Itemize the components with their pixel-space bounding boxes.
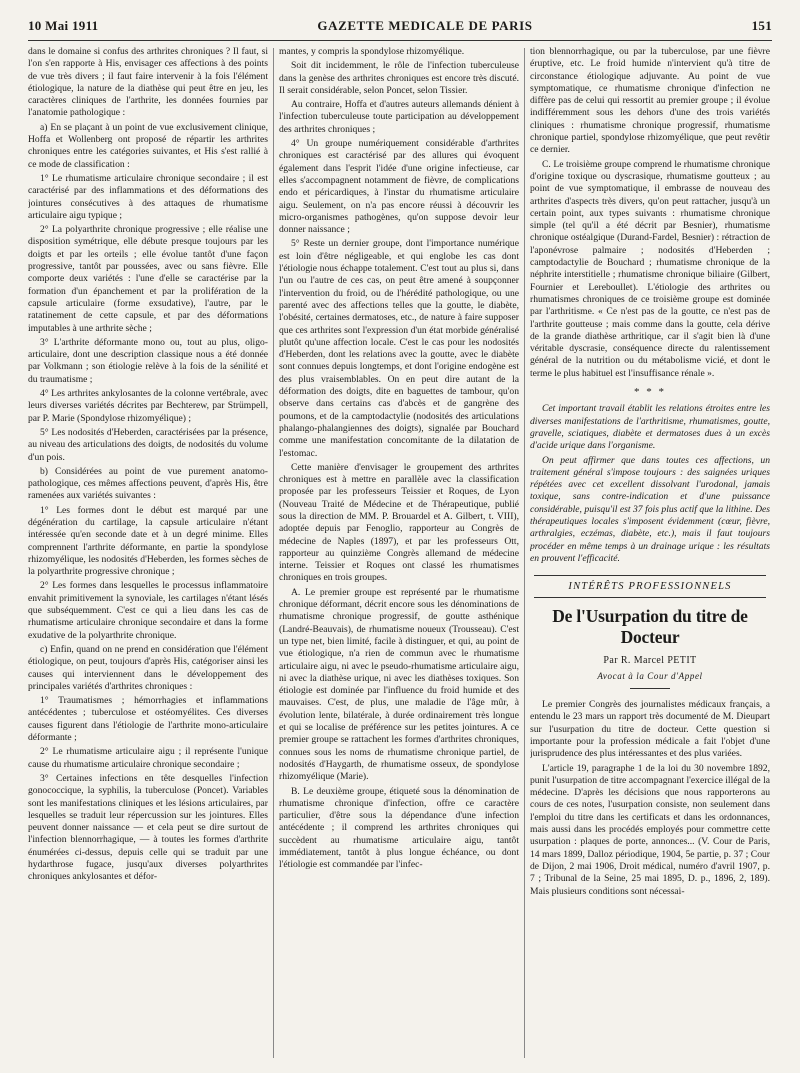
paragraph: Le premier Congrès des journalistes médicaux français, a entendu le 23 mars un rapport très documenté de M. Dieupart sur l'usurpation du titre de docteur. Cette question si importante pour la profession médicale a fait l'objet d'une jurisprudence des plus intéressantes et des plus variées. (530, 699, 770, 760)
paragraph: 3° Certaines infections en tête desquelles l'infection gonococcique, la syphilis, la tuberculose (Poncet). Variables sont les manifestations cliniques et les lésions articulaires, par lesquelles se traduit leur répercussion sur les jointures. Elles peuvent donner naissance — et cela peut se dire surtout de l'infection blennorrhagique, — à toutes les formes d'arthrite énumérées ci-dessus, depuis celle qui se traduit par une hydarthrose fugace, jusqu'aux diverses polyarthrites chroniques ankylosantes et défor- (28, 772, 268, 883)
article-byline: Par R. Marcel PETIT (603, 655, 697, 667)
paragraph: 2° Les formes dans lesquelles le processus inflammatoire envahit primitivement la synoviale, les cartilages n'étant lésés que subséquemment. C'est ce qui a lieu dans les cas de rhumatisme articulaire chronique secondaire et dans la forme exudative de la polyarthrite chronique. (28, 580, 268, 641)
page-header (28, 18, 772, 40)
paragraph: Soit dit incidemment, le rôle de l'infection tuberculeuse dans la genèse des arthrites chroniques est encore très discuté. Il serait considérable, selon Poncet, selon Tissier. (279, 60, 519, 96)
paragraph: Cette manière d'envisager le groupement des arthrites chroniques est à mettre en parallèle avec la classification proposée par les professeurs Teissier et Roques, de Lyon (Nouveau Traité de Médecine et de Thérapeutique, publié sous la direction de MM. P. Brouardel et A. Gilbert, t. VIII), adoptée depuis par Fenoglio, rapporteur au Congrès de médecine de Naples (1897), et par les professeurs Ott, rapporteur au quinzième Congrès allemand de médecine interne. Teissier et Roques ont classé les rhumatismes chroniques en trois groupes. (279, 461, 519, 584)
paragraph: 1° Le rhumatisme articulaire chronique secondaire ; il est caractérisé par des inflammations et des déformations des jointures consécutives à des attaques de rhumatisme articulaire aigu typique ; (28, 172, 268, 221)
paragraph: 1° Les formes dont le début est marqué par une dégénération du cartilage, la capsule articulaire n'étant intéressée qu'en seconde date et à un degré minime. Elles comprennent l'arthrite déformante, en partie la spondylose rhizomyélique, les nodosités d'Heberden, les formes sèches de la polyarthrite progressive chronique ; (28, 504, 268, 578)
section-rule (534, 575, 766, 576)
italic-paragraph: Cet important travail établit les relations étroites entre les diverses manifestations de l'arthritisme, rhumatismes, goutte, gravelle, sciatiques, diabète et dermatoses dues à un excès d'acide urique dans l'organisme. (530, 403, 770, 452)
paragraph: 3° L'arthrite déformante mono ou, tout au plus, oligo-articulaire, dont une description classique nous a été donnée par Volkmann ; son étiologie relève à la fois de la sénilité et du traumatisme ; (28, 336, 268, 385)
paragraph: mantes, y compris la spondylose rhizomyélique. (279, 46, 465, 57)
paragraph: b) Considérées au point de vue purement anatomo-pathologique, ces mêmes affections peuvent, d'après His, être ramenées aux variétés suivantes : (28, 465, 268, 502)
issue-date: 10 Mai 1911 (28, 18, 99, 33)
section-rule (534, 597, 766, 598)
title-divider (630, 688, 670, 689)
paragraph: L'article 19, paragraphe 1 de la loi du 30 novembre 1892, punit l'usurpation de titre accompagnant l'exercice illégal de la médecine. D'après les décisions que nous rapporterons au cours de ces notes, l'usurpation consiste, non seulement dans l'emploi du titre dans les certificats et dans les ordonnances, mais aussi dans les procédés employés pour commettre cette usurpation : plaques de porte, annonces... (V. Cour de Paris, 14 mars 1899, Dalloz périodique, 1904, 5e partie, p. 37 ; Cour de Dijon, 2 mai 1906, Droit médical, numéro d'avril 1907, p. 7 ; Tribunal de la Seine, 25 mai 1895, D. p., 1896, 2, 189). Mais plusieurs conditions sont nécessai- (530, 762, 770, 897)
paragraph: A. Le premier groupe est représenté par le rhumatisme chronique déformant, décrit encore sous les dénominations de rhumatisme chronique progressif, de goutte asthénique (Landré-Beauvais), de rhumatisme noueux (Trousseau). C'est un type net, bien limité, facile à distinguer, et qui, au point de vue étiologique, n'a rien de commun avec le rhumatisme articulaire aigu, ni avec le pseudo-rhumatisme articulaire aigu, ni avec la diathèse urique, ni avec les diathèses toxiques. Son étiologie est dominée par l'influence du froid humide et des mauvaises. C'est, de plus, une maladie de l'âge mûr, à évolution lente, bilatérale, à durée ordinairement très longue et qui se localise de préférence sur les petites jointures. A ce premier groupe se rattachent les formes d'arthrites chroniques, connues sous les noms de rhumatisme chronique partiel, de nodosités d'Haygarth, de rhumatisme osseux, de spondylose rhizomyélique (Marie). (279, 586, 519, 783)
article-title: De l'Usurpation du titre de Docteur (552, 606, 748, 648)
paragraph: a) En se plaçant à un point de vue exclusivement clinique, Hoffa et Wollenberg ont proposé de répartir les arthrites chroniques entre les catégories suivantes, et His s'est rallié à ce mode de classification : (28, 121, 268, 170)
italic-paragraph: On peut affirmer que dans toutes ces affections, un traitement général s'impose toujours : des saignées uriques répétées avec cet excellent dissolvant l'urodonal, jamais toxique, sans contre-indication et d'une puissance considérable, puisqu'il est 37 fois plus actif que la lithine. Des thérapeutiques locales s'imposent évidemment (cœur, fièvre, arthralgies, eczémas, diabète, etc.), mais il faut toujours procéder en même temps à un drainage urique : les résultats en prouvent l'efficacité. (530, 454, 770, 564)
paragraph: 1° Traumatismes ; hémorrhagies et inflammations antécédentes ; tuberculose et ostéomyélites. Ces diverses causes figurent dans l'étiologie de l'arthrite mono-articulaire déformante ; (28, 695, 268, 744)
paragraph: B. Le deuxième groupe, étiqueté sous la dénomination de rhumatisme chronique d'infection, offre ce caractère particulier, d'être sous la dépendance d'une infection antécédente ; il comprend les arthrites chroniques qui succèdent au rhumatisme articulaire aigu, tantôt immédiatement, tantôt à plus longue échéance, ou dont l'étiologie est commandée par l'infec- (279, 785, 519, 871)
paragraph: 5° Reste un dernier groupe, dont l'importance numérique est loin d'être négligeable, et qui englobe les cas dont l'étiologie nous échappe totalement. C'est tout au plus si, dans l'un ou l'autre de ces cas, on peut être amené à soupçonner l'intervention du froid, ou de l'hérédité pathologique, ou une parenté avec des affections telles que la goutte, le diabète, l'obésité, certaines dermatoses, etc., de nature à faire supposer que ces arthrites sont l'expression d'un état morbide généralisé plutôt qu'une affection locale. C'est le cas pour les nodosités d'Heberden, dont les relations avec la goutte, avec le diabète sont connues depuis longtemps, et dont l'origine endogène est des plus vraisemblables. On en peut dire autant de la déformation des doigts, dite en baguettes de tambour, qu'on observe dans certains cas d'abcès et de gangrène des poumons, et de la camptodactylie (nodosités des articulations phalango-phalangiennes des doigts), signalée par Bouchard comme une manifestation concomitante de la dilatation de l'estomac. (279, 238, 519, 459)
author-role: Avocat à la Cour d'Appel (597, 670, 703, 681)
paragraph: 4° Les arthrites ankylosantes de la colonne vertébrale, avec leurs diverses variétés décrites par Bechterew, par Strümpell, par P. Marie (Spondylose rhizomyélique) ; (28, 388, 268, 424)
paragraph: 4° Un groupe numériquement considérable d'arthrites chroniques est caractérisé par des allures qui évoquent également dans l'esprit l'idée d'une origine infectieuse, car elles s'accompagnent notamment de fièvre, de complications endo et péricardiques, à l'instar du rhumatisme articulaire aigu. Seulement, on n'a pas encore réussi à découvrir les micro-organismes pathogènes, qu'on suppose devoir leur donner naissance ; (279, 138, 519, 236)
paragraph: C. Le troisième groupe comprend le rhumatisme chronique d'origine toxique ou dyscrasique, rhumatisme goutteux ; au point de vue symptomatique, il embrasse de nouveau des arthrites d'aspects très divers, qu'on peut rattacher, jusqu'à un certain point, aux types suivants : rhumatisme chronique simple (tel qu'il a été décrit par Besnier), rhumatisme chronique ostéalgique (Durand-Fardel, Besnier) : rétraction de l'aponévrose palmaire ; nodosités d'Heberden ; camptodactylie de Bouchard ; rhumatisme chronique de la néphrite interstitielle ; rhumatisme chronique biliaire (Gilbert, Fournier et Lereboullet). L'étiologie des arthrites ou rhumatismes chroniques de ce troisième groupe est dominée par l'arthritisme. « Ce n'est pas de la goutte, ce n'est pas de l'arthrite goutteuse ; mais comme dans la goutte, cela dérive de la grande diathèse arthritique, car il s'agit bien là d'une véritable dyscrasie, conséquence directe du ralentissement général de la nutrition ou du métabolisme vicié, et dont le terme le plus habituel est l'insuffisance rénale ». (530, 158, 770, 379)
section-stars (530, 386, 770, 398)
column-3 (530, 46, 770, 1066)
column-1 (28, 46, 268, 1066)
column-separator (524, 48, 525, 1058)
column-separator (273, 48, 274, 1058)
column-2 (279, 46, 519, 1066)
paragraph: 5° Les nodosités d'Heberden, caractérisées par la présence, au niveau des articulations des doigts, de nodosités du volume d'un pois. (28, 426, 268, 463)
header-rule (28, 40, 772, 41)
stars-ornament: * * * (634, 386, 666, 399)
paragraph: 2° La polyarthrite chronique progressive ; elle réalise une disposition symétrique, elle débute presque toujours par les doigts et par les orteils ; elle évolue tantôt d'une façon progressive, tantôt par poussées, avec ou sans fièvre. Elle comporte deux variétés : l'une d'elle se caractérise par la formation d'un épanchement et par la prolifération de la capsule articulaire (forme exsudative), l'autre, par le ratatinement de cette capsule, et par des déformations imputables à une arthrite sèche ; (28, 224, 268, 334)
journal-title: GAZETTE MEDICALE DE PARIS (317, 18, 533, 33)
paragraph: Au contraire, Hoffa et d'autres auteurs allemands dénient à l'infection tuberculeuse toute participation au développement des arthrites chroniques ; (279, 99, 519, 135)
paragraph: dans le domaine si confus des arthrites chroniques ? Il faut, si l'on s'en rapporte à His, envisager ces affections à des points de vue très divers ; il faut faire intervenir à la fois l'élément étiologique, la nature de la diathèse qui peut être en jeu, les caractères cliniques de l'arthrite, les données fournies par l'anatomie pathologique : (28, 46, 268, 119)
paragraph: 2° Le rhumatisme articulaire aigu ; il représente l'unique cause du rhumatisme articulaire chronique secondaire ; (28, 746, 268, 770)
page-number: 151 (751, 18, 772, 33)
section-heading: INTÉRÊTS PROFESSIONNELS (568, 581, 732, 593)
paragraph: c) Enfin, quand on ne prend en considération que l'élément étiologique, on peut, toujours d'après His, catégoriser ainsi les causes qui interviennent dans le développement des principales variétés d'arthrites chroniques : (28, 643, 268, 692)
paragraph: tion blennorrhagique, ou par la tuberculose, par une fièvre éruptive, etc. Le froid humide n'intervient qu'à titre de circonstance étiologique adjuvante. Au point de vue symptomatique, ce rhumatisme chronique d'infection ne diffère pas de celui qui ressortit au premier groupe ; il évolue indifféremment sous les dehors d'une des trois variétés cliniques : rhumatisme chronique progressif, rhumatisme chronique partiel, spondylose rhizomyélique, que peut revêtir ce dernier. (530, 46, 770, 156)
